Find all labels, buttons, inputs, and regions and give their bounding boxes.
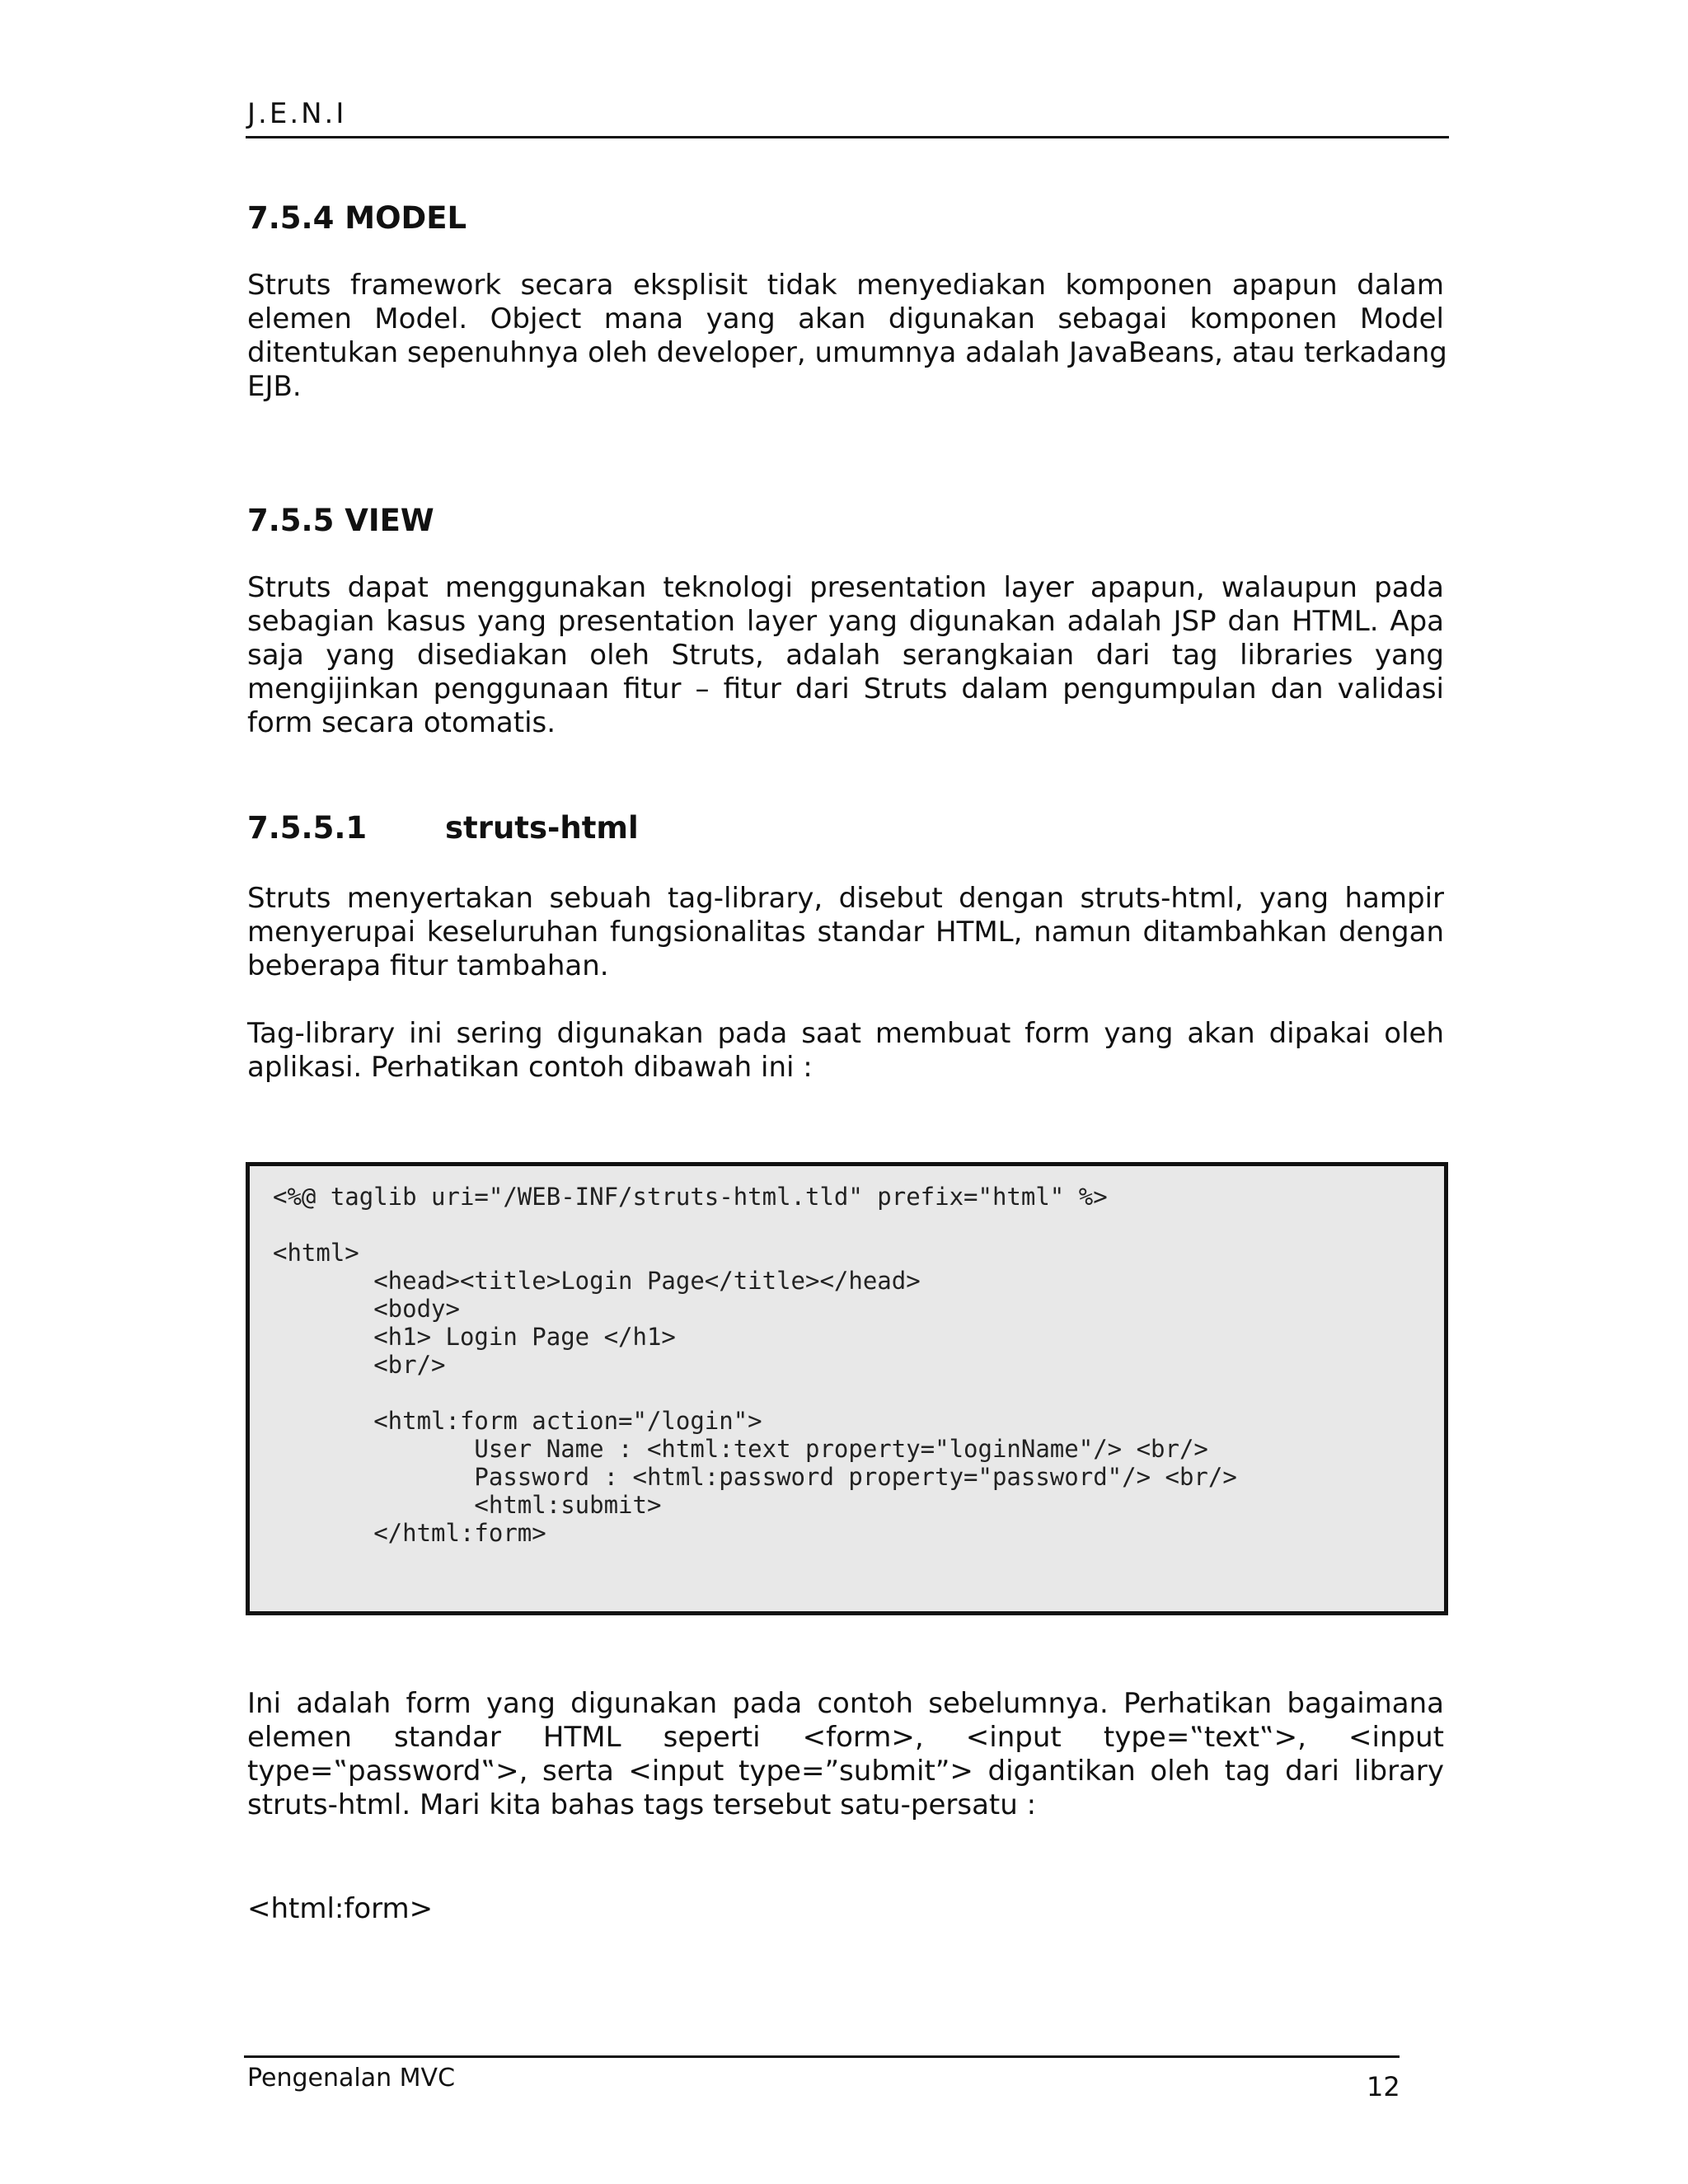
paragraph-line: elemen standar HTML seperti <form>, <input type=‟text‟>, <input (247, 1721, 1444, 1754)
section-heading-view (247, 503, 434, 538)
page-number: 12 (1367, 2071, 1400, 2102)
paragraph-line: aplikasi. Perhatikan contoh dibawah ini : (247, 1051, 813, 1084)
paragraph-line: beberapa fitur tambahan. (247, 949, 609, 982)
section-heading-struts-html (247, 810, 639, 846)
paragraph-line: struts-html. Mari kita bahas tags tersebut satu-persatu : (247, 1788, 1037, 1821)
running-header: J.E.N.I (247, 97, 347, 130)
section-title: MODEL (345, 200, 467, 236)
paragraph-line: mengijinkan penggunaan fitur – fitur dari Struts dalam pengumpulan dan validasi (247, 673, 1444, 705)
paragraph-line: elemen Model. Object mana yang akan digunakan sebagai komponen Model (247, 302, 1444, 335)
section-number: 7.5.5.1 (247, 810, 368, 846)
code-sample-box (246, 1162, 1448, 1615)
section-number: 7.5.4 (247, 200, 335, 236)
paragraph-struts-html-usage (247, 1017, 1444, 1085)
paragraph-view (247, 571, 1444, 740)
footer-rule (244, 2055, 1400, 2058)
paragraph-line: Struts menyertakan sebuah tag-library, disebut dengan struts-html, yang hampir (247, 882, 1444, 915)
paragraph-line: Struts framework secara eksplisit tidak menyediakan komponen apapun dalam (247, 269, 1444, 302)
tag-subheading: <html:form> (247, 1892, 434, 1925)
paragraph-line: form secara otomatis. (247, 706, 556, 739)
paragraph-line: saja yang disediakan oleh Struts, adalah serangkaian dari tag libraries yang (247, 639, 1444, 672)
paragraph-line: Ini adalah form yang digunakan pada contoh sebelumnya. Perhatikan bagaimana (247, 1687, 1444, 1720)
paragraph-line: Struts dapat menggunakan teknologi presentation layer apapun, walaupun pada (247, 571, 1444, 604)
paragraph-line: type=‟password‟>, serta <input type=”submit”> digantikan oleh tag dari library (247, 1755, 1444, 1788)
section-title: struts-html (445, 810, 639, 846)
section-title: VIEW (345, 503, 434, 538)
section-number: 7.5.5 (247, 503, 335, 538)
paragraph-line: sebagian kasus yang presentation layer yang digunakan adalah JSP dan HTML. Apa (247, 605, 1444, 638)
paragraph-struts-html-intro (247, 882, 1444, 983)
code-sample: <%@ taglib uri="/WEB-INF/struts-html.tld" prefix="html" %> <html> <head><title>Login Page</title></head> <body> <h1> Login Page </h1> <br/> <html:form action="/login"> User Name : <html:text property="loginName"/> <br/> Password : <html:password property="password"/> <br/> <html:submit> </html:form> (273, 1183, 1237, 1547)
footer-title: Pengenalan MVC (247, 2064, 456, 2093)
paragraph-line: Tag-library ini sering digunakan pada saat membuat form yang akan dipakai oleh (247, 1017, 1444, 1050)
paragraph-line: menyerupai keseluruhan fungsionalitas standar HTML, namun ditambahkan dengan (247, 916, 1444, 949)
paragraph-line: ditentukan sepenuhnya oleh developer, umumnya adalah JavaBeans, atau terkadang (247, 336, 1447, 369)
header-rule (246, 136, 1449, 138)
paragraph-model (247, 269, 1447, 404)
section-heading-model (247, 200, 467, 236)
paragraph-after-code (247, 1687, 1444, 1822)
paragraph-line: EJB. (247, 370, 302, 403)
